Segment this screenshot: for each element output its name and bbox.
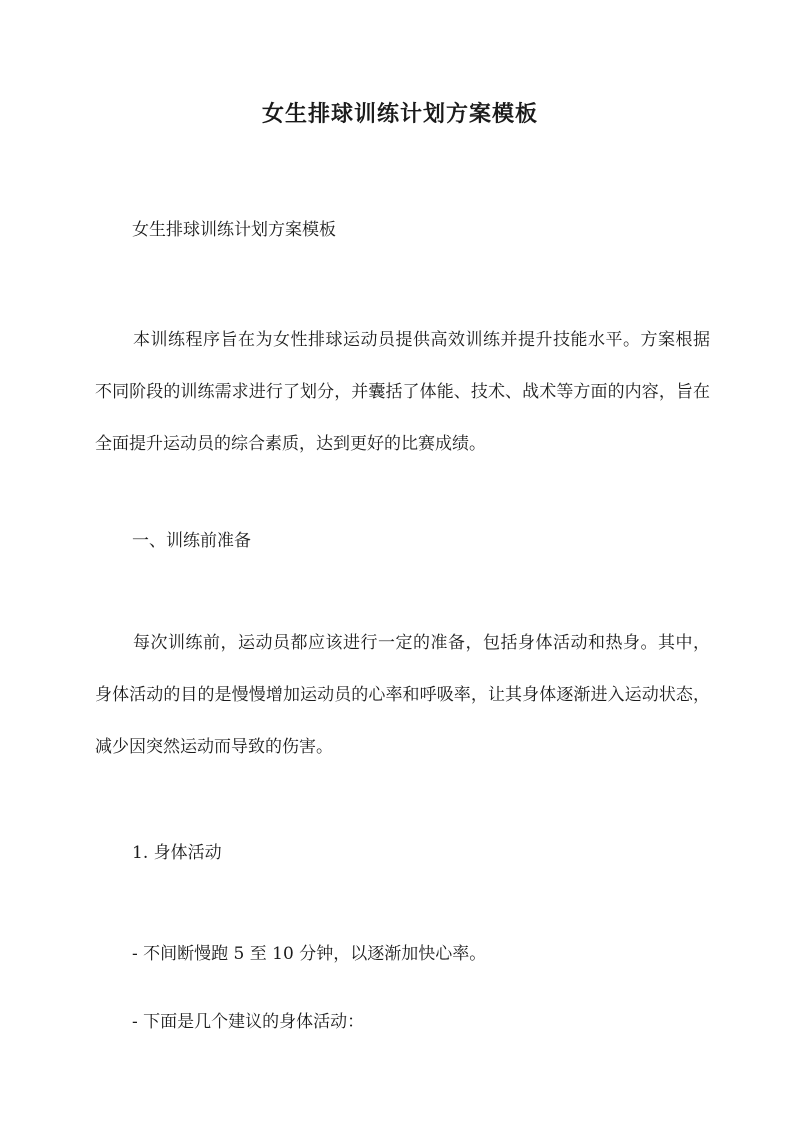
intro-paragraph: 本训练程序旨在为女性排球运动员提供高效训练并提升技能水平。方案根据不同阶段的训练需求进行了划分，并囊括了体能、技术、战术等方面的内容，旨在全面提升运动员的综合素质，达到更好的比赛成绩。	[95, 330, 710, 454]
subsection-heading: 1. 身体活动	[132, 843, 222, 863]
document-subtitle: 女生排球训练计划方案模板	[132, 220, 336, 240]
section-heading: 一、训练前准备	[132, 531, 251, 551]
document-title: 女生排球训练计划方案模板	[261, 101, 538, 127]
bullet-item: - 不间断慢跑 5 至 10 分钟，以逐渐加快心率。	[132, 944, 487, 964]
section-paragraph: 每次训练前，运动员都应该进行一定的准备，包括身体活动和热身。其中，身体活动的目的是慢慢增加运动员的心率和呼吸率，让其身体逐渐进入运动状态，减少因突然运动而导致的伤害。	[95, 633, 710, 757]
bullet-item: - 下面是几个建议的身体活动：	[132, 1012, 365, 1032]
